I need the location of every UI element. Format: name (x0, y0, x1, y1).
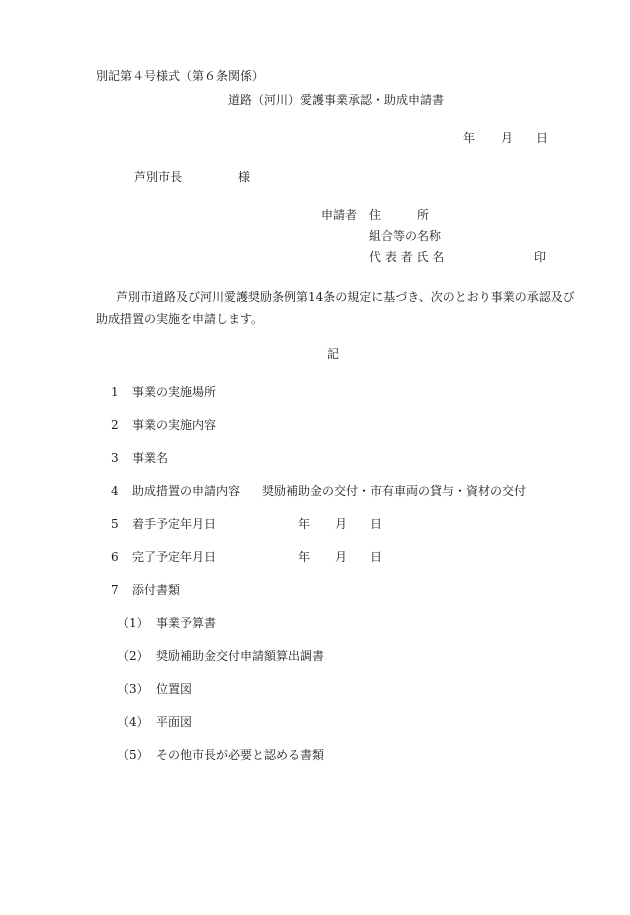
addressee-honorific: 様 (238, 170, 251, 184)
date-month-label: 月 (501, 131, 514, 145)
form-label: 別記第４号様式（第６条関係） (96, 69, 265, 83)
end-year-label: 年 (298, 550, 311, 564)
item-number: 7 (111, 583, 119, 597)
item-label: 事業名 (132, 451, 169, 465)
item-label: 着手予定年月日 (132, 517, 217, 531)
body-paragraph (96, 286, 586, 330)
item-number: 5 (111, 517, 119, 531)
item-label: 添付書類 (132, 583, 181, 597)
attachment-number: （5） (117, 748, 149, 762)
attachment-number: （4） (117, 715, 149, 729)
end-month-label: 月 (335, 550, 348, 564)
start-month-label: 月 (335, 517, 348, 531)
date-year-label: 年 (463, 131, 476, 145)
date-day-label: 日 (536, 131, 549, 145)
attachment-number: （2） (117, 649, 149, 663)
applicant-address-label: 住 所 (369, 208, 430, 222)
attachment-number: （3） (117, 682, 149, 696)
item-number: 2 (111, 418, 119, 432)
applicant-rep-label: 代 表 者 氏 名 (369, 250, 445, 264)
item-label: 事業の実施内容 (132, 418, 217, 432)
item-label: 事業の実施場所 (132, 385, 217, 399)
item-number: 1 (111, 385, 119, 399)
attachment-label: その他市長が必要と認める書類 (156, 748, 325, 762)
start-day-label: 日 (370, 517, 383, 531)
item-value: 奨励補助金の交付・市有車両の貸与・資材の交付 (262, 484, 527, 498)
applicant-org-label: 組合等の名称 (369, 229, 442, 243)
end-day-label: 日 (370, 550, 383, 564)
attachment-label: 奨励補助金交付申請額算出調書 (156, 649, 325, 663)
body-text: 芦別市道路及び河川愛護奨励条例第14条の規定に基づき、次のとおり事業の承認及び助成措置の実施を申請します。 (96, 290, 575, 326)
ki-heading: 記 (327, 347, 340, 361)
applicant-label: 申請者 (321, 208, 358, 222)
item-label: 助成措置の申請内容 (132, 484, 241, 498)
form-title: 道路（河川）愛護事業承認・助成申請書 (228, 93, 445, 107)
item-number: 4 (111, 484, 119, 498)
start-year-label: 年 (298, 517, 311, 531)
attachment-label: 位置図 (156, 682, 193, 696)
item-number: 6 (111, 550, 119, 564)
item-number: 3 (111, 451, 119, 465)
attachment-number: （1） (117, 616, 149, 630)
item-label: 完了予定年月日 (132, 550, 217, 564)
seal-label: 印 (534, 250, 547, 264)
attachment-label: 事業予算書 (156, 616, 217, 630)
addressee-name: 芦別市長 (134, 170, 183, 184)
attachment-label: 平面図 (156, 715, 193, 729)
